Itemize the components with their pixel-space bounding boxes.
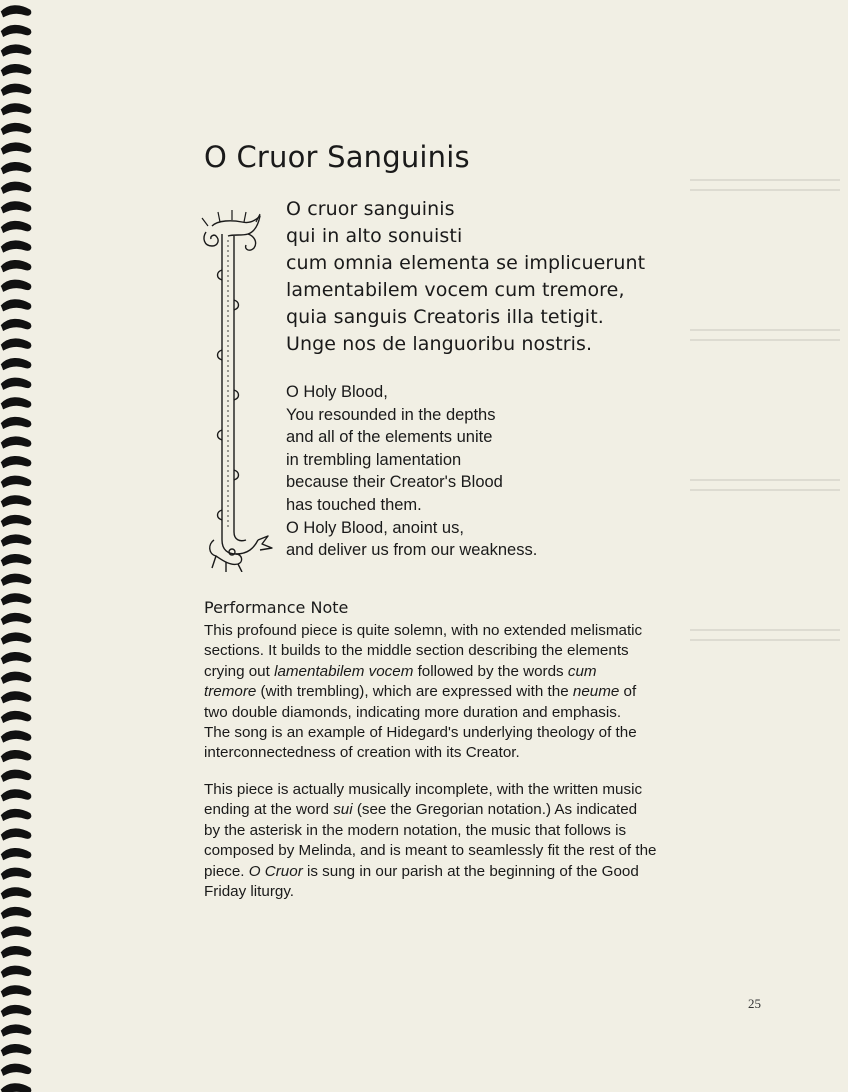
binding-coil <box>1 359 31 370</box>
page-title: O Cruor Sanguinis <box>204 140 470 174</box>
latin-line: lamentabilem vocem cum tremore, <box>286 279 625 301</box>
text-run: of <box>619 683 637 701</box>
binding-coil <box>1 65 31 76</box>
text-run: piece. <box>204 862 249 880</box>
english-line: and deliver us from our weakness. <box>286 541 538 560</box>
binding-coil <box>1 849 31 860</box>
binding-coil <box>1 770 31 781</box>
binding-coil <box>1 182 31 193</box>
italic-run: cum <box>567 662 597 680</box>
paragraph-line: The song is an example of Hidegard's underlying theology of the <box>204 724 637 742</box>
paragraph-line <box>204 862 744 882</box>
binding-coil <box>1 457 31 468</box>
latin-text-block <box>286 196 726 358</box>
binding-coil <box>1 104 31 115</box>
binding-coil <box>1 653 31 664</box>
binding-coil <box>1 6 31 17</box>
italic-run: neume <box>572 683 620 701</box>
binding-coil <box>1 123 31 134</box>
binding-coil <box>1 496 31 507</box>
binding-coil <box>1 1005 31 1016</box>
binding-coil <box>1 1064 31 1075</box>
binding-coil <box>1 790 31 801</box>
binding-coil <box>1 476 31 487</box>
binding-coil <box>1 535 31 546</box>
latin-line: quia sanguis Creatoris illa tetigit. <box>286 306 604 328</box>
binding-coil <box>1 1025 31 1036</box>
binding-coil <box>1 966 31 977</box>
binding-coil <box>1 1045 31 1056</box>
italic-run: tremore <box>204 683 257 701</box>
binding-coil <box>1 437 31 448</box>
performance-note-paragraph-2 <box>204 780 744 902</box>
paragraph-line <box>204 662 744 682</box>
binding-coil <box>1 261 31 272</box>
latin-line: Unge nos de languoribu nostris. <box>286 333 593 355</box>
paragraph-line <box>204 800 744 820</box>
italic-run: O Cruor <box>248 862 303 880</box>
english-line: has touched them. <box>286 495 422 514</box>
binding-coil <box>1 594 31 605</box>
spiral-binding <box>0 0 34 1092</box>
paragraph-line: two double diamonds, indicating more duration and emphasis. <box>204 703 622 721</box>
binding-coil <box>1 300 31 311</box>
binding-coil <box>1 221 31 232</box>
latin-line: O cruor sanguinis <box>286 198 455 220</box>
binding-coil <box>1 868 31 879</box>
binding-coil <box>1 947 31 958</box>
text-run: crying out <box>204 662 275 680</box>
english-line: O Holy Blood, <box>286 383 388 401</box>
binding-coil <box>1 202 31 213</box>
italic-run: lamentabilem vocem <box>274 662 414 680</box>
binding-coil <box>1 143 31 154</box>
page-number: 25 <box>748 996 761 1011</box>
italic-run: sui <box>333 801 353 819</box>
paragraph-line: composed by Melinda, and is meant to seamlessly fit the rest of the <box>204 842 657 860</box>
binding-coil <box>1 672 31 683</box>
performance-note-paragraph-1 <box>204 621 744 764</box>
paragraph-line: sections. It builds to the middle section describing the elements <box>204 642 629 660</box>
binding-coil <box>1 515 31 526</box>
binding-coil <box>1 319 31 330</box>
english-line: O Holy Blood, anoint us, <box>286 518 464 537</box>
binding-coil <box>1 692 31 703</box>
binding-coil <box>1 711 31 722</box>
binding-coil <box>1 398 31 409</box>
binding-coil <box>1 555 31 566</box>
text-run: (see the Gregorian notation.) As indicated <box>352 801 638 819</box>
binding-coil <box>1 339 31 350</box>
text-run: is sung in our parish at the beginning of the Good <box>302 862 639 880</box>
illuminated-letter-i-icon <box>198 210 276 572</box>
binding-coil <box>1 731 31 742</box>
paragraph-line: This profound piece is quite solemn, with no extended melismatic <box>204 622 643 639</box>
binding-coil <box>1 809 31 820</box>
english-line: in trembling lamentation <box>286 450 462 469</box>
text-run: followed by the words <box>413 662 568 680</box>
text-run: (with trembling), which are expressed with the <box>256 683 573 701</box>
paragraph-line: Friday liturgy. <box>204 883 295 901</box>
binding-coil <box>1 927 31 938</box>
performance-note-heading: Performance Note <box>204 598 349 617</box>
binding-coil <box>1 45 31 56</box>
binding-coil <box>1 613 31 624</box>
binding-coil <box>1 751 31 762</box>
english-line: and all of the elements unite <box>286 428 493 447</box>
paragraph-line: interconnectedness of creation with its Creator. <box>204 744 520 762</box>
binding-coil <box>1 829 31 840</box>
binding-coil <box>1 25 31 36</box>
paragraph-line <box>204 682 744 702</box>
latin-line: qui in alto sonuisti <box>286 225 463 247</box>
binding-coil <box>1 417 31 428</box>
english-line: You resounded in the depths <box>286 405 496 424</box>
binding-coil <box>1 574 31 585</box>
binding-coil <box>1 163 31 174</box>
binding-coil <box>1 907 31 918</box>
binding-coil <box>1 241 31 252</box>
paragraph-line: by the asterisk in the modern notation, the music that follows is <box>204 821 627 839</box>
binding-coil <box>1 84 31 95</box>
english-translation-block <box>286 381 706 562</box>
english-line: because their Creator's Blood <box>286 473 503 492</box>
paragraph-line: This piece is actually musically incomplete, with the written music <box>204 781 643 798</box>
binding-coil <box>1 633 31 644</box>
binding-coil <box>1 1084 31 1092</box>
binding-coil <box>1 888 31 899</box>
binding-coil <box>1 280 31 291</box>
text-run: ending at the word <box>204 801 334 819</box>
binding-coil <box>1 378 31 389</box>
binding-coil <box>1 986 31 997</box>
latin-line: cum omnia elementa se implicuerunt <box>286 252 646 274</box>
